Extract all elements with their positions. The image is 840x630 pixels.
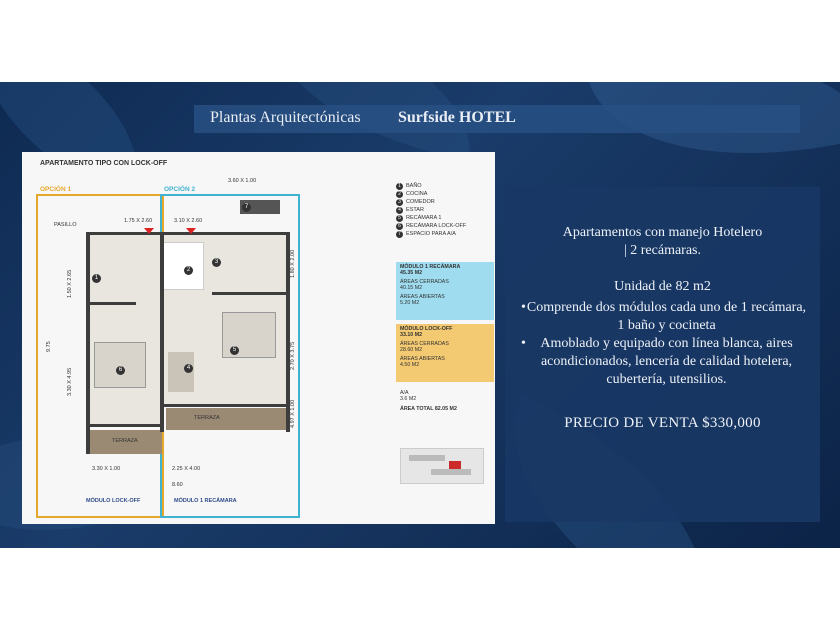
hallway-label: PASILLO [54, 222, 77, 228]
bed-1 [94, 342, 146, 388]
feature-item: • Amoblado y equipado con línea blanca, aires acondicionados, lencería de calidad hotelera, cubertería, utensilios. [525, 335, 808, 389]
entry-arrow [144, 228, 154, 234]
legend-item: 2 COCINA [396, 190, 466, 198]
room-legend [396, 182, 466, 238]
feature-list [505, 299, 820, 389]
dimension-label: 8.60 [172, 482, 183, 488]
info-panel [505, 187, 820, 522]
plan-title: APARTAMENTO TIPO CON LOCK-OFF [40, 160, 168, 167]
title-bar [194, 105, 800, 133]
option-1-label: OPCIÓN 1 [40, 186, 72, 193]
dimension-label: 3.30 X 4.95 [67, 367, 73, 396]
module-lockoff-area-box: MÓDULO LOCK-OFF 33.10 M2 ÁREAS CERRADAS 28.60 M2 ÁREAS ABIERTAS 4.50 M2 [396, 324, 494, 382]
wall [86, 302, 136, 305]
leaf-decoration [588, 82, 840, 203]
wall [160, 232, 164, 432]
keyplan-highlight [449, 461, 461, 469]
info-line-1: Apartamentos con manejo Hotelero [562, 225, 763, 240]
aa-area: A/A 3.6 M2 ÁREA TOTAL 82.05 M2 [400, 390, 457, 412]
sale-price: PRECIO DE VENTA $330,000 [564, 415, 761, 431]
info-line-2: | 2 recámaras. [623, 243, 702, 258]
wall [86, 232, 90, 454]
module-1-area-box: MÓDULO 1 RECÁMARA 45.35 M2 ÁREAS CERRADAS 40.15 M2 ÁREAS ABIERTAS 5.20 M2 [396, 262, 494, 320]
room-number: 7 [242, 203, 251, 212]
kitchen-floor [162, 242, 204, 290]
dimension-label: 3.60 X 1.00 [228, 178, 257, 184]
dimension-label: 4.97 X 1.00 [290, 399, 296, 428]
module-1rec-label: MÓDULO 1 RECÁMARA [174, 498, 237, 504]
terrace-label: TERRAZA [194, 415, 220, 421]
dimension-label: 3.10 X 2.60 [174, 218, 203, 224]
entry-arrow [186, 228, 196, 234]
slide-background [0, 82, 840, 548]
room-number: 4 [184, 364, 193, 373]
dimension-label: 2.25 X 4.00 [172, 466, 201, 472]
room-number: 5 [230, 346, 239, 355]
terrace-2 [166, 408, 286, 430]
page-title: Plantas Arquitectónicas [210, 109, 361, 126]
wall [164, 404, 290, 407]
wall [212, 292, 286, 295]
dimension-label: 1.80 X 2.00 [290, 249, 296, 278]
room-number: 3 [212, 258, 221, 267]
module-lockoff-label: MÓDULO LOCK-OFF [86, 498, 141, 504]
dimension-label: 9.75 [46, 341, 52, 352]
room-number: 1 [92, 274, 101, 283]
keyplan-building [431, 469, 471, 475]
legend-item: 7 ESPACIO PARA A/A [396, 230, 466, 238]
dimension-label: 1.75 X 2.60 [124, 218, 153, 224]
site-keyplan [400, 448, 484, 484]
legend-item: 6 RECÁMARA LOCK-OFF [396, 222, 466, 230]
page-title-brand: Surfside HOTEL [398, 109, 516, 126]
legend-item: 3 COMEDOR [396, 198, 466, 206]
option-2-label: OPCIÓN 2 [164, 186, 196, 193]
floor-plan [22, 152, 495, 524]
dimension-label: 2.70 X 3.75 [290, 341, 296, 370]
unit-size: Unidad de 82 m2 [614, 279, 711, 294]
wall [86, 424, 164, 427]
legend-item: 5 RECÁMARA 1 [396, 214, 466, 222]
room-floor [88, 234, 162, 424]
legend-item: 4 ESTAR [396, 206, 466, 214]
room-number: 6 [116, 366, 125, 375]
feature-item: • Comprende dos módulos cada uno de 1 recámara, 1 baño y cocineta [525, 299, 808, 335]
terrace-label: TERRAZA [112, 438, 138, 444]
keyplan-building [409, 455, 445, 461]
dimension-label: 3.30 X 1.00 [92, 466, 121, 472]
dimension-label: 1.50 X 2.65 [67, 269, 73, 298]
room-number: 2 [184, 266, 193, 275]
legend-item: 1 BAÑO [396, 182, 466, 190]
